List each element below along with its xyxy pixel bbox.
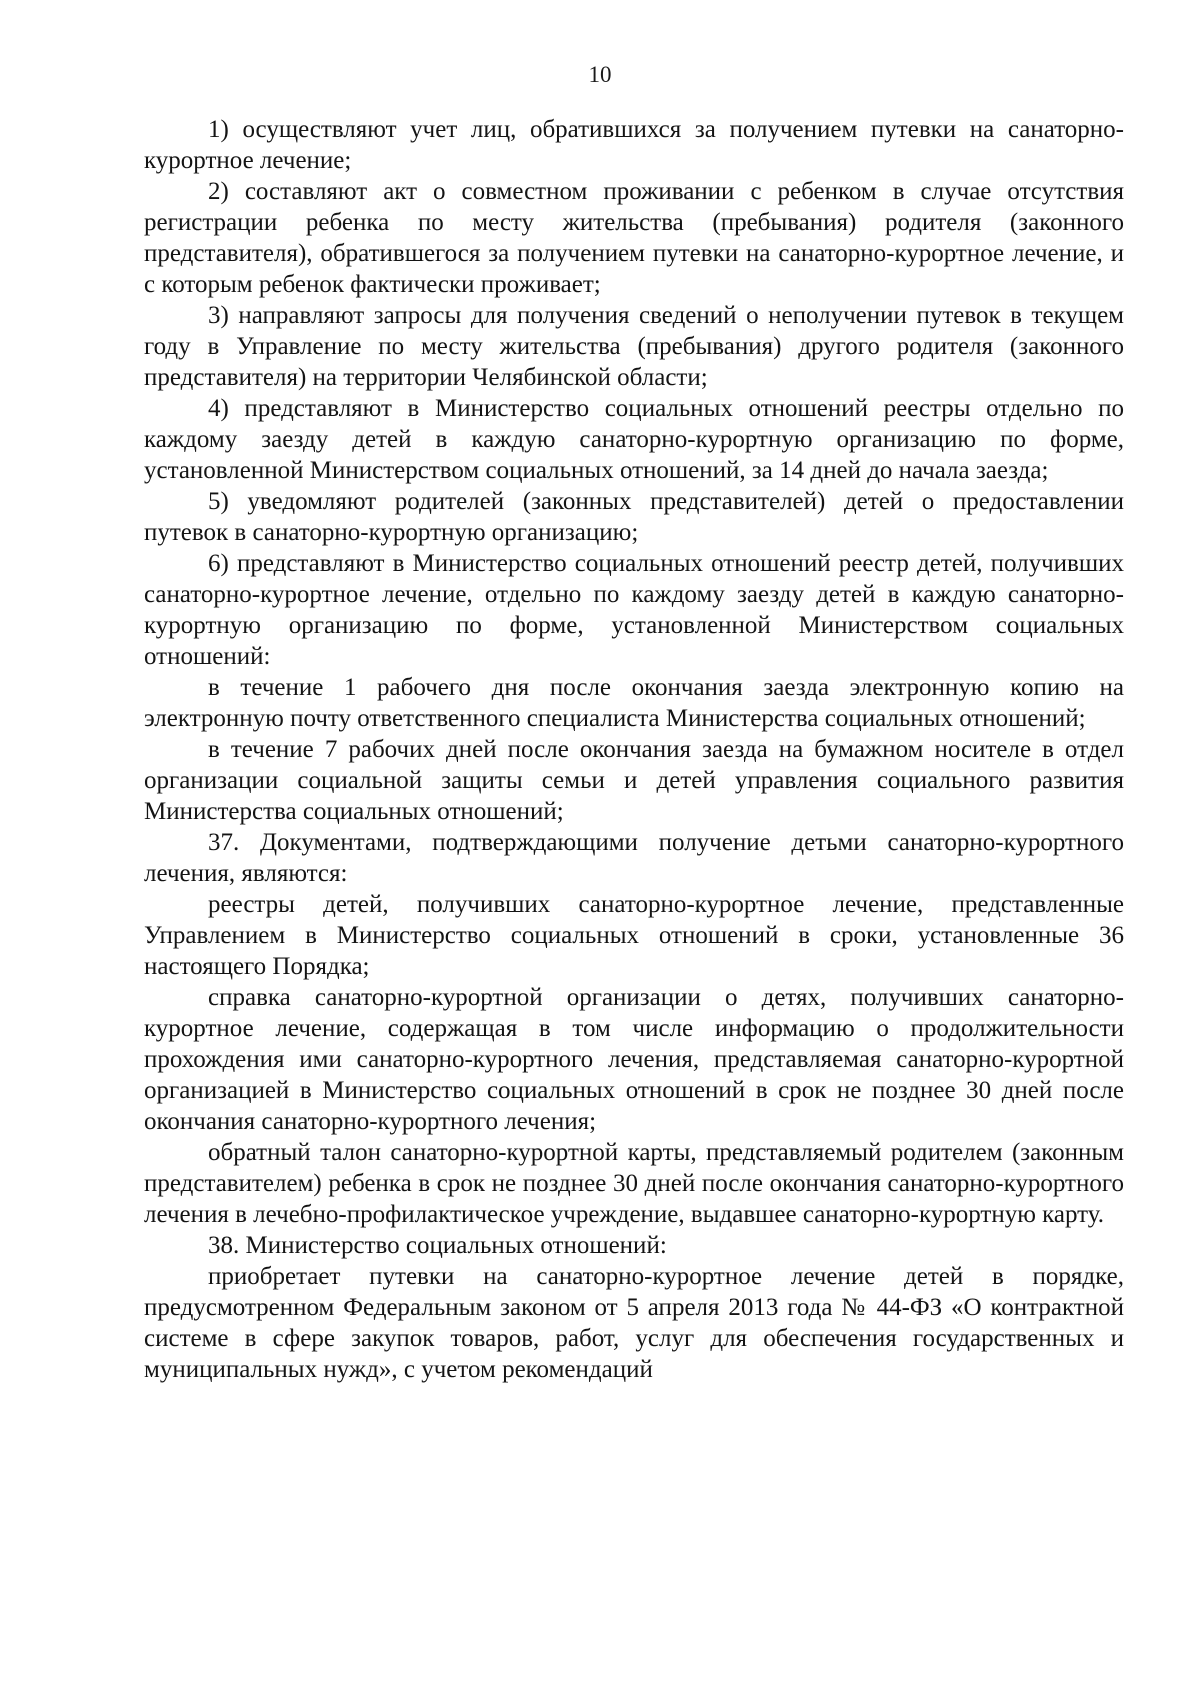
paragraph-item-5: 5) уведомляют родителей (законных представителей) детей о предоставлении путевок в санаторно-курортную организацию; <box>144 488 1124 546</box>
paragraph-clause-37: 37. Документами, подтверждающими получение детьми санаторно-курортного лечения, являются: <box>144 829 1124 887</box>
paragraph-subitem-paper: в течение 7 рабочих дней после окончания заезда на бумажном носителе в отдел организации социальной защиты семьи и детей управления социального развития Министерства социальных отношений; <box>144 736 1124 825</box>
paragraph-certificate: справка санаторно-курортной организации о детях, получивших санаторно-курортное лечение, содержащая в том числе информацию о продолжительности прохождения ими санаторно-курортного лечения, представляемая санаторно-курортной организацией в Министерство социальных отношений в срок не позднее 30 дней после окончания санаторно-курортного лечения; <box>144 984 1124 1135</box>
paragraph-clause-38: 38. Министерство социальных отношений: <box>208 1232 667 1259</box>
paragraph-registries: реестры детей, получивших санаторно-курортное лечение, представленные Управлением в Министерство социальных отношений в сроки, установленные 36 настоящего Порядка; <box>144 891 1124 980</box>
page-number: 10 <box>588 62 612 87</box>
document-body <box>144 114 1124 1385</box>
paragraph-item-4: 4) представляют в Министерство социальных отношений реестры отдельно по каждому заезду детей в каждую санаторно-курортную организацию по форме, установленной Министерством социальных отношений, за 14 дней до начала заезда; <box>144 395 1124 484</box>
paragraph-return-coupon: обратный талон санаторно-курортной карты, представляемый родителем (законным представителем) ребенка в срок не позднее 30 дней после окончания санаторно-курортного лечения в лечебно-профилактическое учреждение, выдавшее санаторно-курортную карту. <box>144 1139 1124 1228</box>
paragraph-subitem-electronic: в течение 1 рабочего дня после окончания заезда электронную копию на электронную почту ответственного специалиста Министерства социальных отношений; <box>144 674 1124 732</box>
paragraph-item-3: 3) направляют запросы для получения сведений о неполучении путевок в текущем году в Управление по месту жительства (пребывания) другого родителя (законного представителя) на территории Челябинской области; <box>144 302 1124 391</box>
paragraph-item-6: 6) представляют в Министерство социальных отношений реестр детей, получивших санаторно-курортное лечение, отдельно по каждому заезду детей в каждую санаторно-курортную организацию по форме, установленной Министерством социальных отношений: <box>144 550 1124 670</box>
paragraph-purchase: приобретает путевки на санаторно-курортное лечение детей в порядке, предусмотренном Федеральным законом от 5 апреля 2013 года № 44-ФЗ «О контрактной системе в сфере закупок товаров, работ, услуг для обеспечения государственных и муниципальных нужд», с учетом рекомендаций <box>144 1263 1124 1383</box>
paragraph-item-1: 1) осуществляют учет лиц, обратившихся за получением путевки на санаторно-курортное лечение; <box>144 116 1124 174</box>
paragraph-item-2: 2) составляют акт о совместном проживании с ребенком в случае отсутствия регистрации ребенка по месту жительства (пребывания) родителя (законного представителя), обратившегося за получением путевки на санаторно-курортное лечение, и с которым ребенок фактически проживает; <box>144 178 1124 298</box>
